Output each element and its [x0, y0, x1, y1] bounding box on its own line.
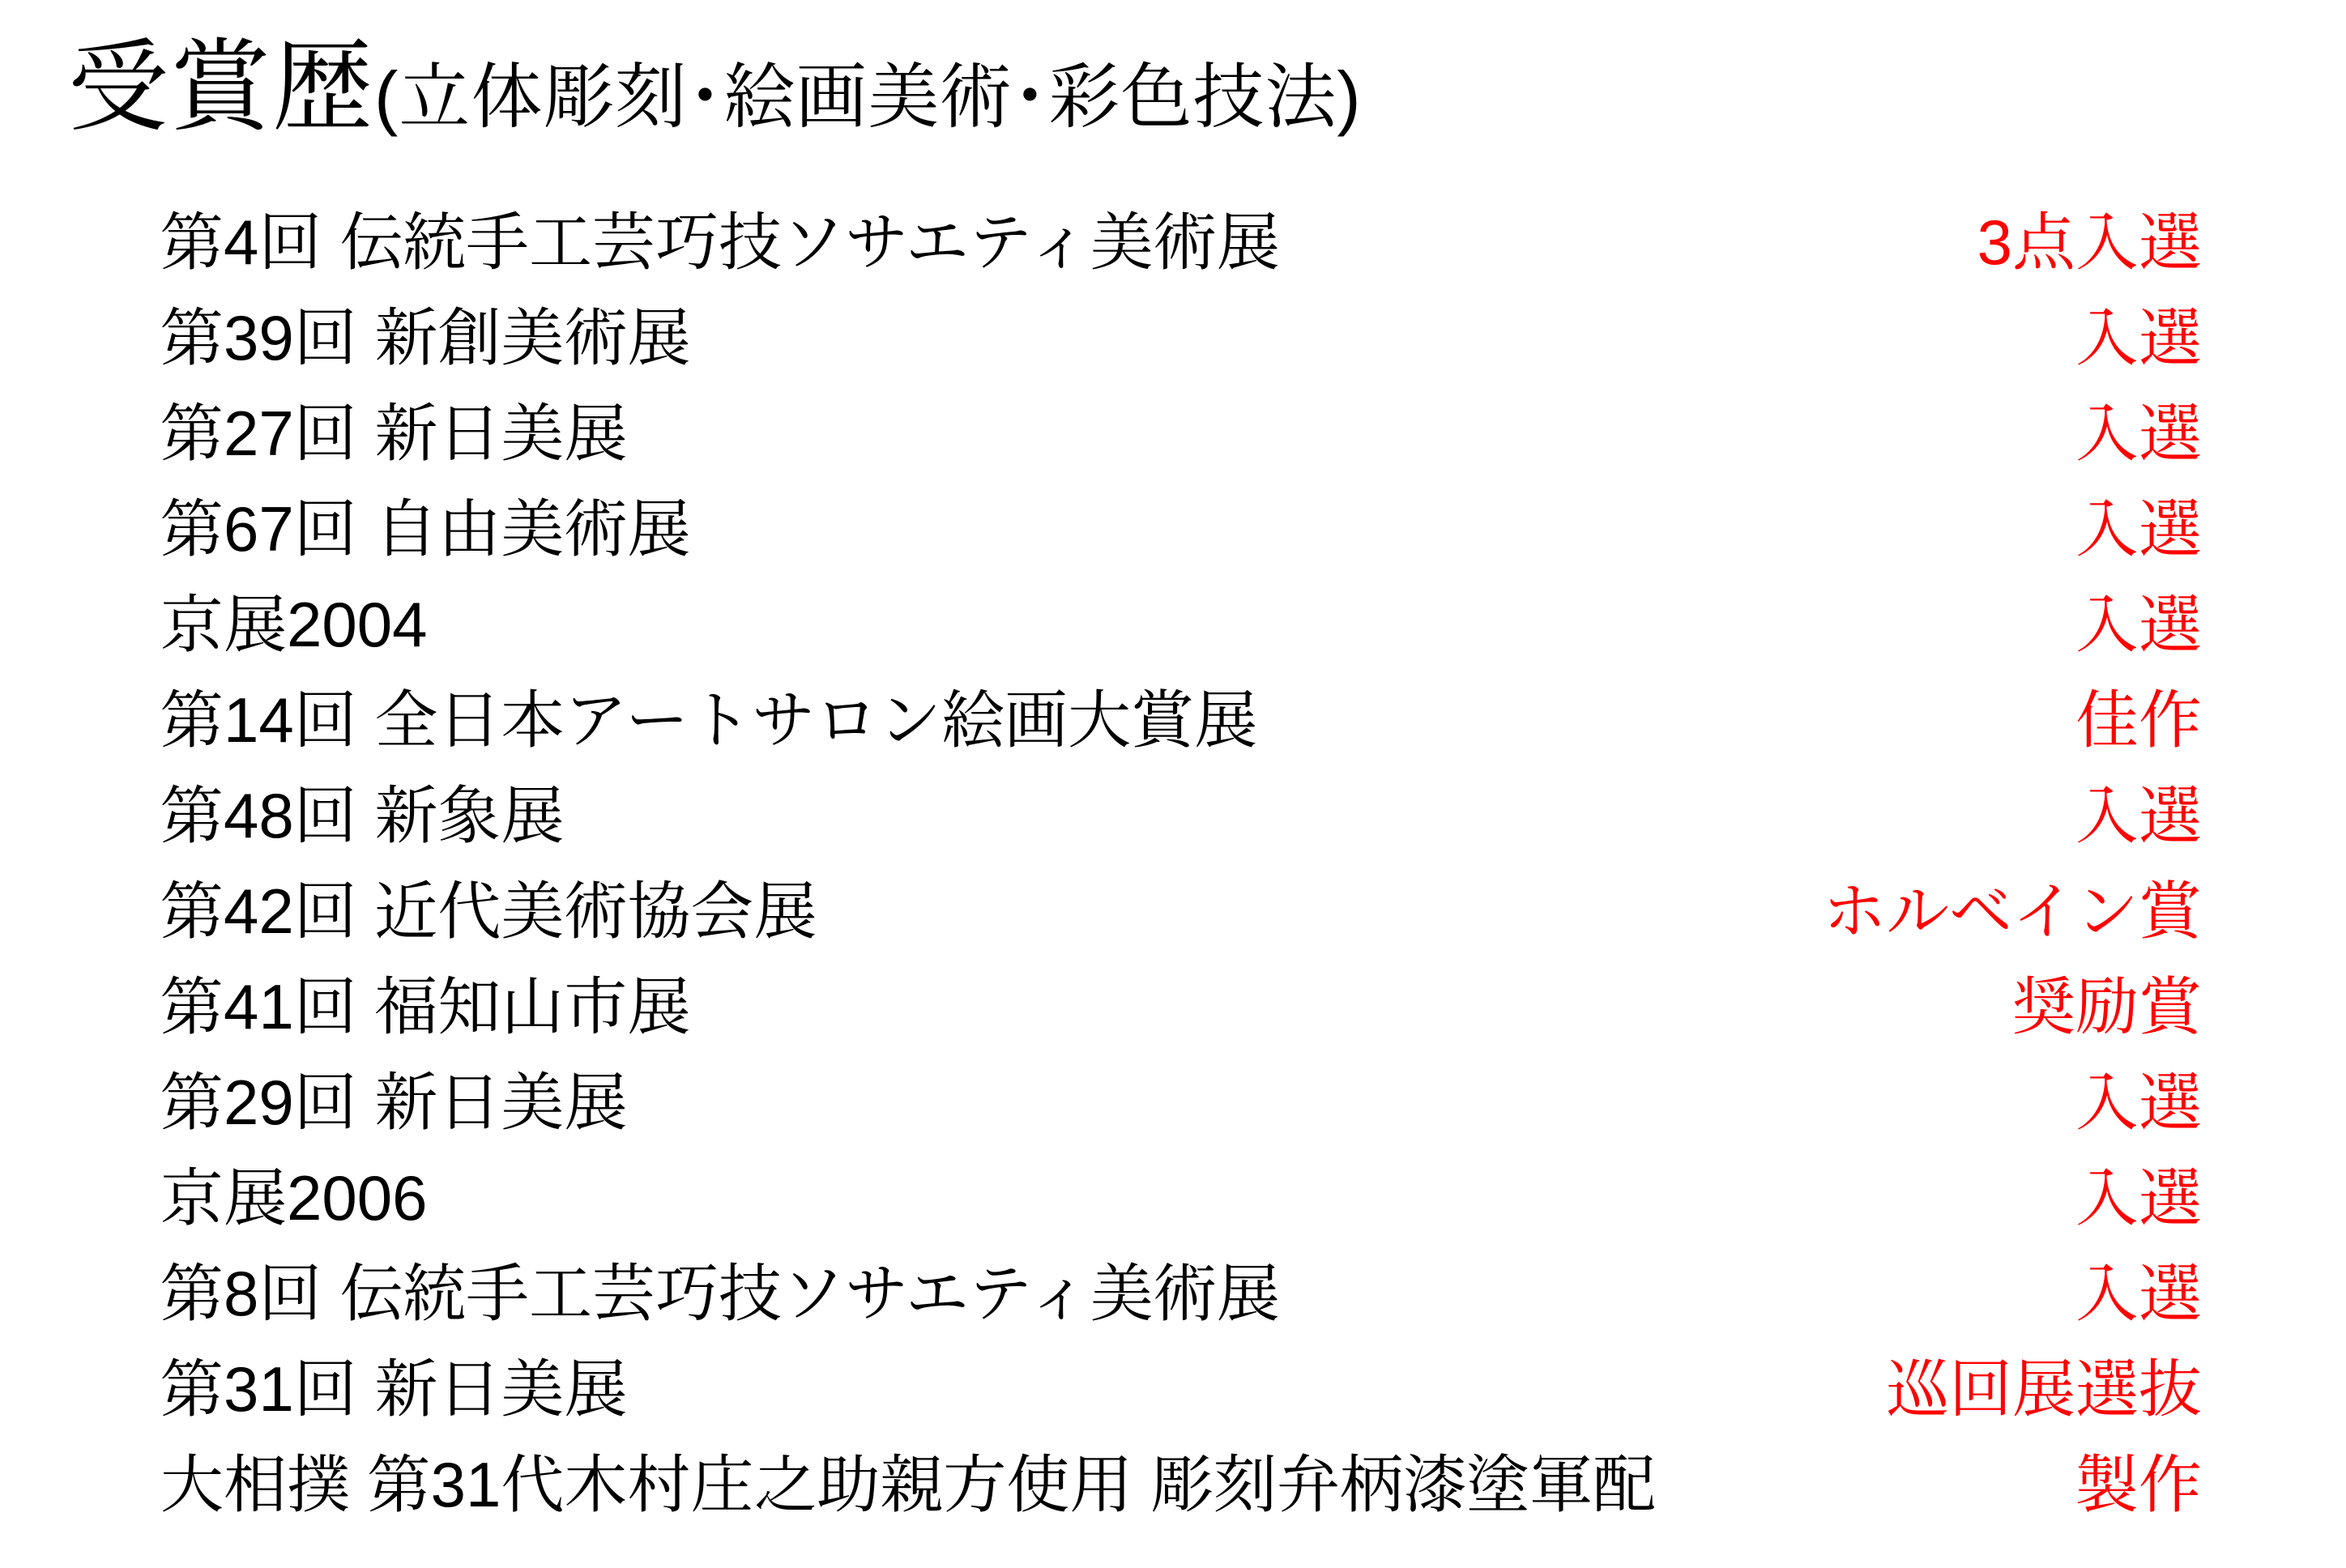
award-row — [160, 290, 2202, 386]
award-result: 製作 — [2075, 1449, 2202, 1520]
award-result: ホルベイン賞 — [1822, 876, 2202, 947]
award-row — [160, 1437, 2202, 1532]
award-event: 第4回 伝統手工芸巧技ソサエティ美術展 — [160, 207, 1280, 278]
award-result: 入選 — [2075, 302, 2202, 373]
award-event: 大相撲 第31代木村庄之助親方使用 彫刻弁柄漆塗軍配 — [160, 1449, 1657, 1520]
award-result: 3点入選 — [1977, 207, 2202, 278]
award-result: 佳作 — [2075, 684, 2202, 756]
award-result: 入選 — [2075, 780, 2202, 851]
award-row — [160, 1246, 2202, 1341]
award-event: 第14回 全日本アートサロン絵画大賞展 — [160, 684, 1258, 756]
award-result: 入選 — [2075, 1258, 2202, 1329]
award-row — [160, 577, 2202, 672]
award-row — [160, 672, 2202, 768]
award-event: 第48回 新象展 — [160, 780, 565, 851]
award-row — [160, 1150, 2202, 1246]
award-list — [160, 194, 2202, 1532]
award-event: 京展2004 — [160, 589, 428, 660]
award-result: 巡回展選抜 — [1885, 1353, 2202, 1425]
page-title — [68, 32, 1362, 143]
award-result: 奨励賞 — [2011, 971, 2202, 1042]
award-event: 第31回 新日美展 — [160, 1353, 628, 1425]
award-result: 入選 — [2075, 398, 2202, 469]
award-event: 第27回 新日美展 — [160, 398, 628, 469]
award-event: 京展2006 — [160, 1162, 428, 1234]
award-result: 入選 — [2075, 1067, 2202, 1138]
award-row — [160, 863, 2202, 959]
award-result: 入選 — [2075, 1162, 2202, 1234]
award-row — [160, 1341, 2202, 1437]
title-main: 受賞歴 — [68, 32, 375, 143]
award-event: 第39回 新創美術展 — [160, 302, 691, 373]
title-sub: (立体彫刻･絵画美術･彩色技法) — [374, 57, 1362, 137]
award-row — [160, 768, 2202, 863]
award-event: 第67回 自由美術展 — [160, 493, 691, 565]
award-event: 第41回 福知山市展 — [160, 971, 691, 1042]
award-row — [160, 386, 2202, 481]
award-row — [160, 959, 2202, 1055]
award-result: 入選 — [2075, 589, 2202, 660]
award-row — [160, 481, 2202, 577]
award-event: 第42回 近代美術協会展 — [160, 876, 817, 947]
award-result: 入選 — [2075, 493, 2202, 565]
award-event: 第29回 新日美展 — [160, 1067, 628, 1138]
award-event: 第8回 伝統手工芸巧技ソサエティ美術展 — [160, 1258, 1280, 1329]
award-row — [160, 1055, 2202, 1150]
award-row — [160, 194, 2202, 290]
